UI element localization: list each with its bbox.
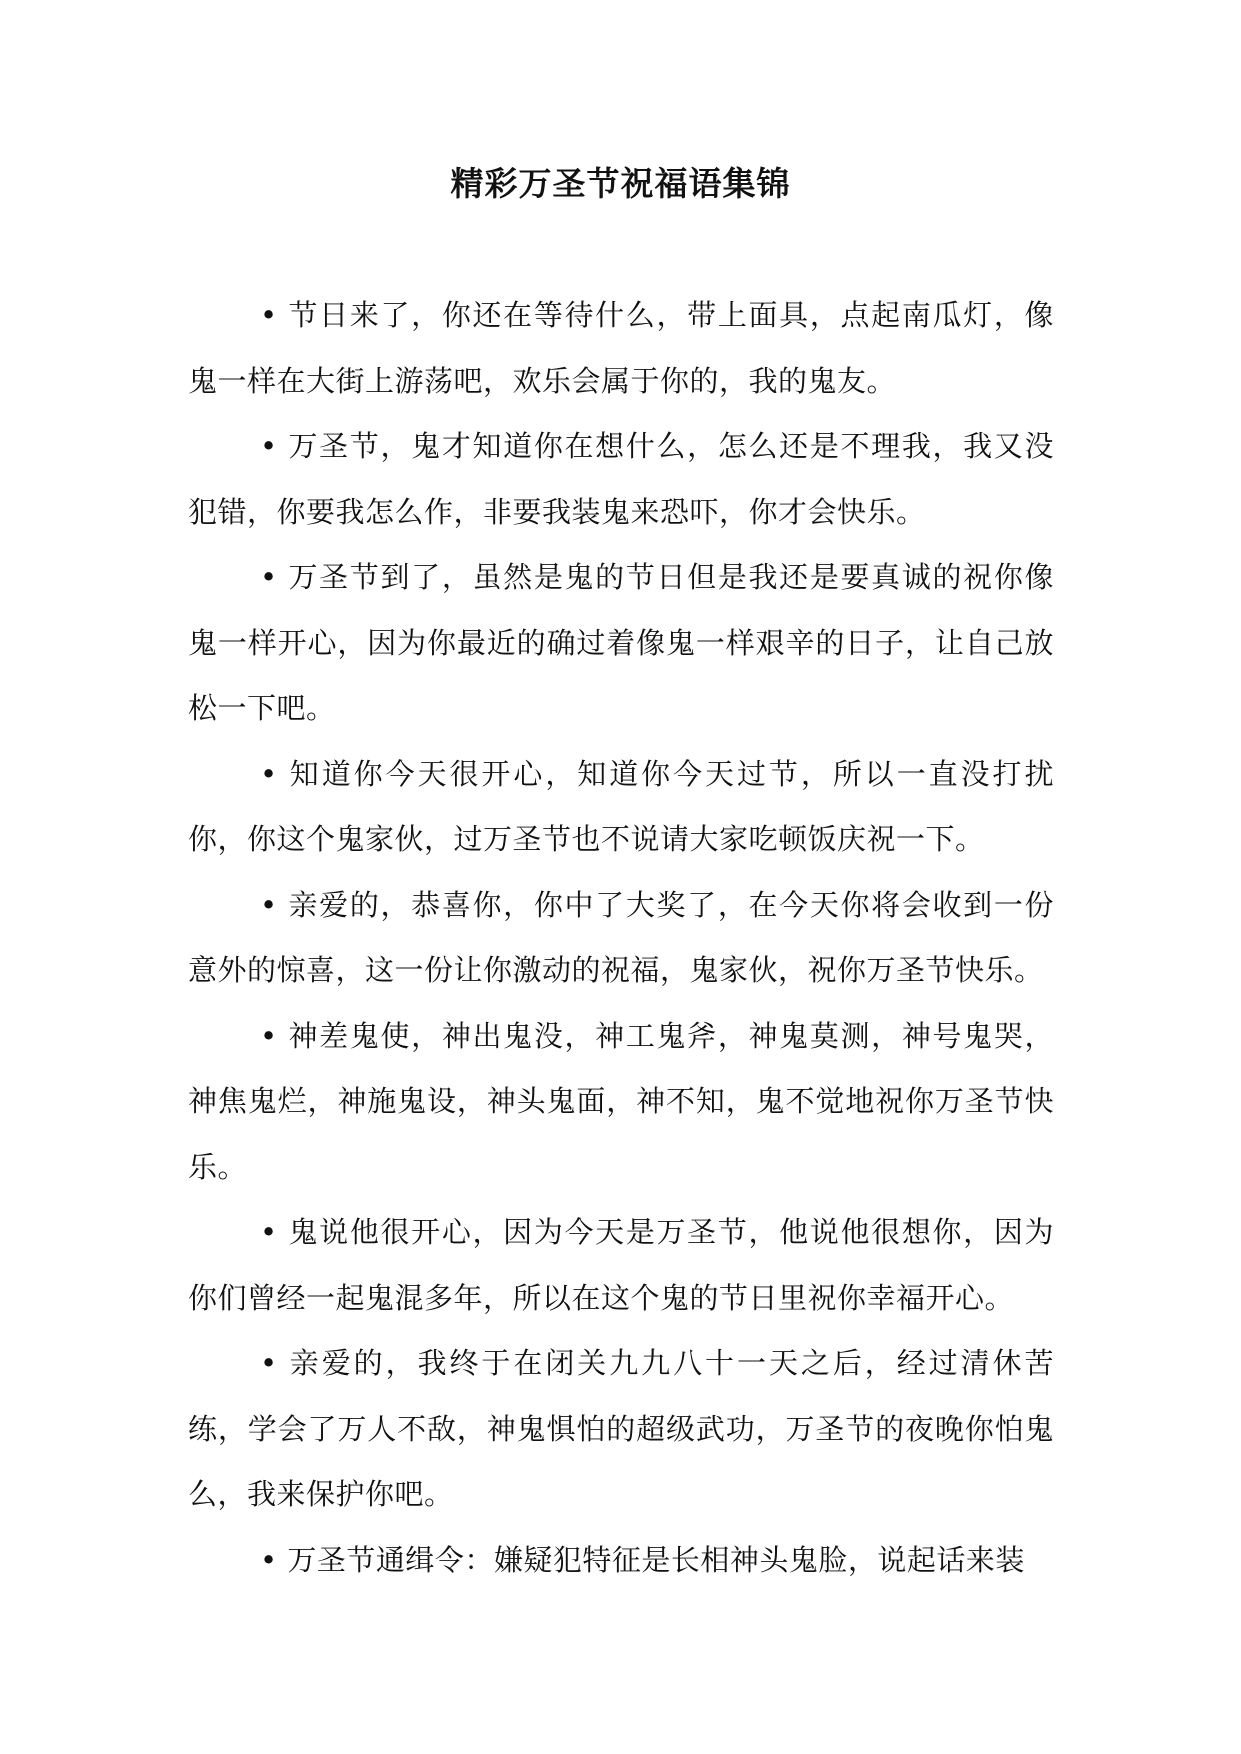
paragraph: • 神差鬼使，神出鬼没，神工鬼斧，神鬼莫测，神号鬼哭，神焦鬼烂，神施鬼设，神头鬼面，神不知，鬼不觉地祝你万圣节快乐。 [188,1018,1054,1184]
paragraph: • 万圣节，鬼才知道你在想什么，怎么还是不理我，我又没犯错，你要我怎么作，非要我装鬼来恐吓，你才会快乐。 [188,429,1054,529]
paragraph: • 知道你今天很开心，知道你今天过节，所以一直没打扰你，你这个鬼家伙，过万圣节也不说请大家吃顿饭庆祝一下。 [188,756,1054,856]
document-body [188,283,1054,1593]
paragraph: • 万圣节通缉令：嫌疑犯特征是长相神头鬼脸，说起话来装 [260,1542,1025,1577]
paragraph: • 鬼说他很开心，因为今天是万圣节，他说他很想你，因为你们曾经一起鬼混多年，所以在这个鬼的节日里祝你幸福开心。 [188,1215,1054,1315]
paragraph: • 万圣节到了，虽然是鬼的节日但是我还是要真诚的祝你像鬼一样开心，因为你最近的确过着像鬼一样艰辛的日子，让自己放松一下吧。 [188,560,1054,725]
document-title: 精彩万圣节祝福语集锦 [450,164,791,203]
paragraph: • 亲爱的，恭喜你，你中了大奖了，在今天你将会收到一份意外的惊喜，这一份让你激动的祝福，鬼家伙，祝你万圣节快乐。 [188,887,1054,987]
paragraph: • 亲爱的，我终于在闭关九九八十一天之后，经过清休苦练，学会了万人不敌，神鬼惧怕的超级武功，万圣节的夜晚你怕鬼么，我来保护你吧。 [188,1346,1054,1511]
paragraph: • 节日来了，你还在等待什么，带上面具，点起南瓜灯，像鬼一样在大街上游荡吧，欢乐会属于你的，我的鬼友。 [188,298,1054,398]
